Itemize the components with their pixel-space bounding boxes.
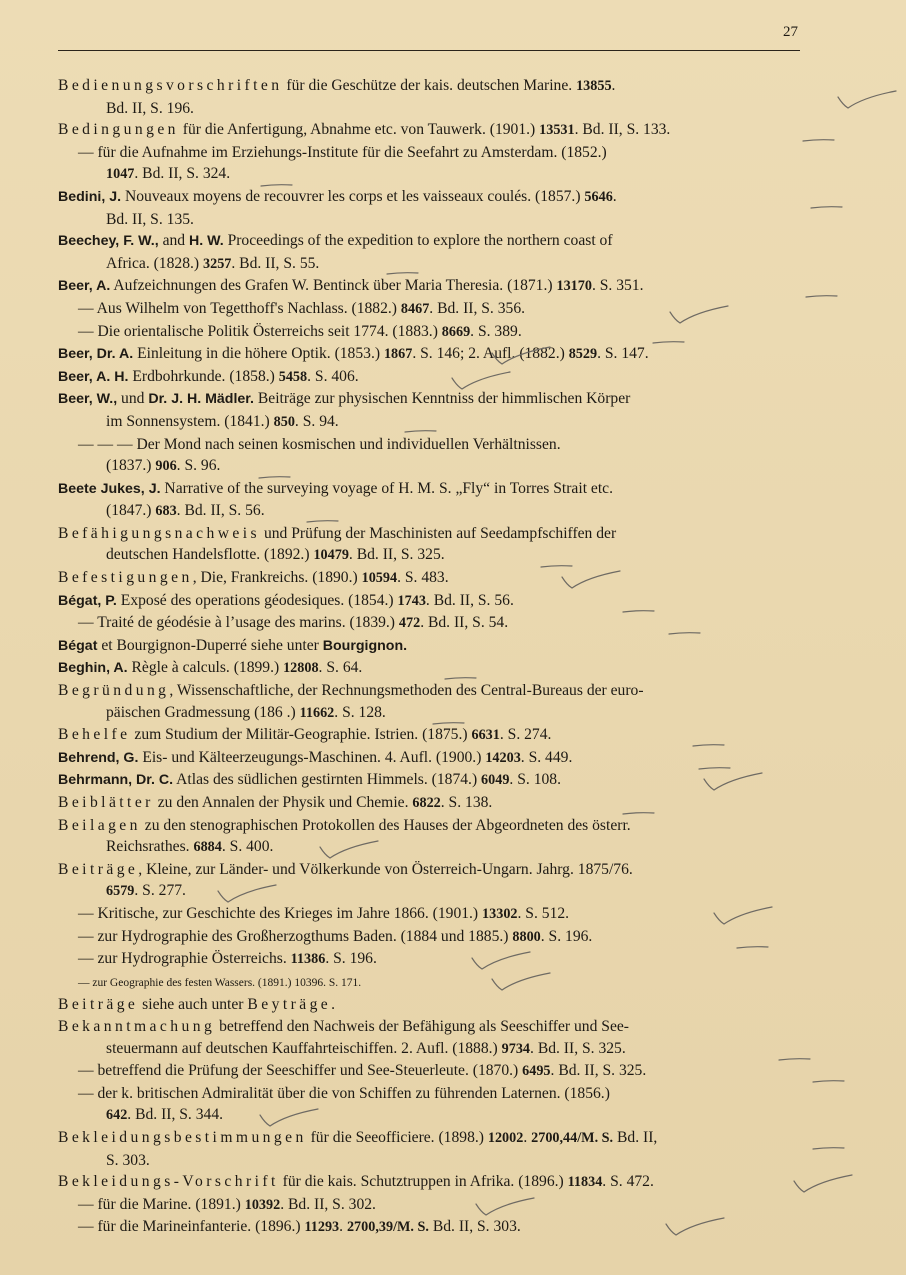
catalog-number: 5646 [584,188,613,205]
index-entry [58,388,803,433]
entry-line [58,769,803,792]
catalog-number: 12002 [487,1129,524,1146]
entry-text: . S. 96. [176,457,221,475]
entry-continuation-line [58,209,803,231]
entry-text: (1847.) [106,502,156,520]
index-entry [58,994,803,1016]
index-entry [58,75,803,119]
entry-continuation-line [58,880,803,903]
keyword-spaced: Bedingungen [58,121,179,139]
index-subentry [58,1060,803,1083]
entry-text: Bd. II, S. 135. [106,210,194,228]
index-entry [58,769,803,792]
entry-text: steuermann auf deutschen Kauffahrteischiffen. 2. Aufl. (1888.) [106,1039,502,1057]
entry-text: zu den stenographischen Protokollen des Hauses der Abgeordneten des österr. [140,816,631,834]
author-name: Beer, Dr. A. [58,346,134,363]
index-entry [58,747,803,770]
catalog-number: 9734 [501,1040,531,1057]
entry-text: . S. 449. [520,748,573,766]
index-entry [58,590,803,613]
entry-line [58,971,803,995]
entry-text: . S. 351. [591,277,644,295]
entry-text: . Bd. II, S. 56. [176,502,265,520]
entry-text: . S. 128. [334,703,386,721]
entry-text: Reichsrathes. [106,838,194,856]
entry-continuation-line [58,544,803,567]
keyword-spaced: Bekleidungsbestimmungen [58,1128,307,1146]
entry-text: im Sonnensystem. (1841.) [106,412,274,430]
entry-text: Bd. II, [613,1128,658,1146]
catalog-number: 8800 [512,928,541,945]
catalog-number: 14203 [485,749,521,766]
entry-text: , Die, Frankreichs. (1890.) [192,569,362,587]
entry-continuation-line [58,1038,803,1061]
entry-line [58,119,803,142]
author-name: Bégat [58,637,98,654]
entry-line [58,612,803,635]
entry-text: . [331,996,336,1014]
entry-line [58,434,803,456]
index-entry [58,724,803,747]
entry-text: und [117,390,149,408]
catalog-number: 472 [398,615,421,632]
entry-text: siehe auch unter [138,996,248,1014]
entry-text: für die kais. Schutztruppen in Afrika. (1896.) [278,1173,568,1191]
entry-text: . S. 146; 2. Aufl. (1882.) [412,345,569,363]
pencil-dash-mark-icon [800,129,870,153]
author-name: Bedini, J. [58,188,122,205]
catalog-number: 6049 [481,772,510,789]
entry-text: . [611,77,616,94]
pencil-dash-mark-icon [803,285,873,309]
entry-text: Einleitung in die höhere Optik. (1853.) [133,345,384,363]
index-entry [58,1016,803,1060]
pencil-dash-mark-icon [810,1137,880,1161]
author-name: Bourgignon. [322,637,408,654]
entry-line [58,1083,803,1105]
entry-text: . S. 406. [307,367,359,385]
entry-text: — zur Hydrographie Österreichs. [78,950,291,968]
author-name: Beechey, F. W., [58,233,159,250]
pencil-dash-mark-icon [810,1070,880,1094]
index-entry [58,1171,803,1194]
entry-continuation-line [58,1104,803,1127]
entry-line [58,948,803,971]
index-entry [58,635,803,658]
entry-text: , Kleine, zur Länder- und Völkerkunde von Österreich-Ungarn. Jahrg. 1875/76. [138,860,633,878]
entry-text: Bd. II, S. 196. [106,99,194,117]
entry-continuation-line [58,455,803,478]
keyword-spaced: Bekanntmachung [58,1017,216,1035]
entry-text: S. 303. [106,1151,150,1169]
entry-line [58,523,803,545]
entry-text: — zur Geographie des festen Wassers. (1891.) 10396. S. 171. [78,976,362,989]
entry-line [58,859,803,881]
keyword-spaced: Bekleidungs-Vorschrift [58,1173,279,1191]
index-subentry [58,434,803,478]
entry-text: Bd. II, S. 303. [428,1218,521,1236]
entry-line [58,567,803,590]
index-entry [58,119,803,142]
catalog-number: 11386 [290,951,326,968]
entry-text: . Bd. II, S. 54. [420,614,509,632]
catalog-number: 3257 [203,255,232,272]
author-name: H. W. [188,233,224,250]
entry-text: für die Anfertigung, Abnahme etc. von Tauwerk. (1901.) [178,121,540,139]
index-entry [58,366,803,389]
index-entry [58,680,803,724]
index-entry [58,523,803,567]
keyword-spaced: Beyträge [247,996,332,1014]
entry-text: et Bourgignon-Duperré siehe unter [97,636,323,654]
catalog-number: 6579 [106,883,135,900]
catalog-number: 683 [155,503,177,520]
entry-text: . S. 147. [597,345,649,363]
index-subentry [58,321,803,344]
entry-continuation-line [58,411,803,434]
entry-continuation-line [58,1150,803,1172]
index-subentry [58,926,803,949]
catalog-number: 6631 [471,727,500,744]
entry-line [58,792,803,815]
index-subentry [58,142,803,186]
catalog-number: 11662 [299,704,335,721]
entry-text: Erdbohrkunde. (1858.) [128,367,279,385]
header-rule [58,50,800,51]
entry-line [58,142,803,164]
entry-line [58,230,803,253]
catalog-number: 8669 [441,323,471,340]
catalog-number: 13302 [482,905,518,922]
entry-text: — — — Der Mond nach seinen kosmischen und individuellen Verhältnissen. [78,435,561,453]
author-name: Dr. J. H. Mädler. [148,391,254,408]
entry-text: — für die Marine. (1891.) [78,1195,245,1213]
index-entry [58,567,803,590]
index-subentry [58,1216,803,1239]
entry-line [58,903,803,926]
index-subentry [58,903,803,926]
entry-continuation-line [58,500,803,523]
entry-text: für die Geschütze der kais. deutschen Marine. [282,77,577,94]
author-name: Beete Jukes, J. [58,480,161,497]
entry-text: . Bd. II, S. 56. [425,591,514,609]
author-name: Beghin, A. [58,660,128,677]
entry-text: . S. 196. [540,927,593,945]
index-entry [58,859,803,903]
catalog-number: 1743 [397,592,426,609]
entry-continuation-line [58,163,803,186]
entry-text: für die Seeofficiere. (1898.) [306,1128,488,1146]
pencil-dash-mark-icon [808,196,878,220]
entry-text: . [523,1128,532,1146]
keyword-spaced: Begründung [58,682,170,700]
index-entry [58,815,803,859]
keyword-spaced: Beiblätter [58,794,154,811]
entry-continuation-line [58,253,803,276]
index-entry [58,657,803,680]
pencil-checkmark-icon [834,89,904,113]
catalog-number: 642 [106,1107,128,1124]
keyword-spaced: Beilagen [58,816,141,834]
index-subentry [58,612,803,635]
index-entry [58,275,803,298]
catalog-number: 6884 [193,839,222,856]
entry-line [58,724,803,747]
entry-text: . S. 277. [134,882,186,900]
entry-line [58,815,803,837]
entry-text: deutschen Handelsflotte. (1892.) [106,546,314,564]
catalog-number: 5458 [278,368,308,385]
entry-line [58,388,803,411]
entry-text: . S. 400. [221,838,274,856]
entry-line [58,994,803,1016]
entry-text: . S. 196. [325,950,377,968]
catalog-number: 12808 [283,660,319,677]
entry-text: Beiträge zur physischen Kenntniss der himmlischen Körper [254,390,631,408]
entry-text: Proceedings of the expedition to explore the northern coast of [223,232,613,250]
catalog-number: 1047 [106,166,135,183]
keyword-spaced: Bedienungsvorschriften [58,77,283,94]
author-name: Behrmann, Dr. C. [58,772,174,789]
catalog-number: 6495 [522,1063,551,1080]
entry-text: päischen Gradmessung (186 .) [106,703,300,721]
catalog-number: 10479 [313,547,349,564]
index-subentry [58,948,803,971]
author-name: Beer, W., [58,391,118,408]
catalog-number: 906 [155,458,177,475]
index-entry [58,230,803,275]
entry-text: zu den Annalen der Physik und Chemie. [153,794,413,811]
entry-text: und Prüfung der Maschinisten auf Seedampfschiffen der [260,524,617,542]
entry-line [58,680,803,702]
entry-text: . Bd. II, S. 55. [231,254,320,272]
keyword-spaced: Befähigungsnachweis [58,524,261,542]
entry-line [58,366,803,389]
catalog-number: 13170 [556,278,592,295]
entry-text: Narrative of the surveying voyage of H. M. S. „Fly“ in Torres Strait etc. [160,479,613,497]
entry-text: . [612,187,617,205]
index-subentry [58,1083,803,1127]
entry-text: . Bd. II, S. 356. [429,299,526,317]
author-name: Beer, A. [58,278,111,295]
author-name: Behrend, G. [58,749,139,766]
index-entry [58,343,803,366]
entry-text: betreffend den Nachweis der Befähigung als Seeschiffer und See- [215,1017,629,1035]
index-subentry [58,1194,803,1217]
entry-text: . Bd. II, S. 344. [127,1106,224,1124]
catalog-number: 850 [273,413,295,430]
entry-line [58,1171,803,1194]
entry-text: . Bd. II, S. 325. [530,1039,626,1057]
entry-text: . S. 108. [509,771,561,789]
entry-text: . S. 138. [440,794,493,811]
entry-line [58,275,803,298]
catalog-number: 11293 [304,1219,340,1236]
entry-text: Eis- und Kälteerzeugungs-Maschinen. 4. Aufl. (1900.) [138,748,486,766]
index-entry [58,792,803,815]
entry-line [58,75,803,98]
entry-text: . Bd. II, S. 325. [348,546,445,564]
entry-text: . S. 274. [499,726,552,744]
catalog-number: 11834 [567,1174,603,1191]
entry-text: . Bd. II, S. 133. [574,121,671,139]
entry-line [58,1216,803,1239]
author-name: Bégat, P. [58,592,117,609]
entry-text: Aufzeichnungen des Grafen W. Bentinck über Maria Theresia. (1871.) [110,277,557,295]
entry-line [58,478,803,501]
catalog-number: 13531 [539,122,575,139]
entry-line [58,321,803,344]
entry-line [58,1016,803,1038]
entry-line [58,298,803,321]
entry-text: . Bd. II, S. 302. [280,1195,376,1213]
entry-text: — der k. britischen Admiralität über die von Schiffen zu führenden Laternen. (1856.) [78,1084,610,1102]
catalog-number: 2700,44/M. S. [531,1129,614,1146]
catalog-number: 10594 [361,570,398,587]
index-entries [58,75,803,1239]
keyword-spaced: Beiträge [58,860,139,878]
keyword-spaced: Behelfe [58,726,131,744]
author-name: Beer, A. H. [58,368,129,385]
entry-line [58,657,803,680]
entry-text: Règle à calculs. (1899.) [127,659,284,677]
entry-text: — Die orientalische Politik Österreichs seit 1774. (1883.) [78,322,442,340]
entry-line [58,590,803,613]
keyword-spaced: Beiträge [58,996,139,1014]
entry-text: . S. 512. [517,904,570,922]
entry-text: . [339,1218,347,1236]
page-number: 27 [783,24,798,40]
catalog-number: 8529 [568,346,598,363]
catalog-number: 10392 [244,1196,281,1213]
entry-text: . Bd. II, S. 324. [134,165,231,183]
entry-text: — Kritische, zur Geschichte des Krieges im Jahre 1866. (1901.) [78,904,483,922]
entry-text: Atlas des südlichen gestirnten Himmels. (1874.) [173,771,482,789]
entry-text: and [158,232,189,250]
entry-text: (1837.) [106,457,156,475]
entry-text: Africa. (1828.) [106,254,203,272]
entry-text: — Traité de géodésie à l’usage des marins. (1839.) [78,614,399,632]
entry-text: . S. 483. [397,569,449,587]
catalog-number: 6822 [412,795,441,811]
entry-continuation-line [58,98,803,120]
catalog-number: 2700,39/M. S. [346,1219,429,1236]
entry-continuation-line [58,836,803,859]
entry-text: . S. 389. [470,322,522,340]
entry-text: — betreffend die Prüfung der Seeschiffer und See-Steuerleute. (1870.) [78,1062,523,1080]
entry-line [58,1127,803,1150]
index-entry [58,1127,803,1171]
entry-line [58,635,803,658]
catalog-number: 1867 [383,346,413,363]
entry-line [58,186,803,209]
entry-text: . Bd. II, S. 325. [550,1062,647,1080]
entry-text: — für die Aufnahme im Erziehungs-Institute für die Seefahrt zu Amsterdam. (1852.) [78,143,607,161]
keyword-spaced: Befestigungen [58,569,193,587]
index-subentry [58,971,803,995]
entry-text: . S. 94. [294,412,339,430]
entry-text: — Aus Wilhelm von Tegetthoff's Nachlass. (1882.) [78,299,401,317]
index-subentry [58,298,803,321]
entry-text: . S. 472. [602,1173,654,1191]
entry-line [58,1060,803,1083]
entry-text: — für die Marineinfanterie. (1896.) [78,1218,305,1236]
entry-line [58,343,803,366]
entry-text: , Wissenschaftliche, der Rechnungsmethoden des Central-Bureaus der euro- [169,682,644,700]
catalog-number: 8467 [400,300,430,317]
entry-text: — zur Hydrographie des Großherzogthums Baden. (1884 und 1885.) [78,927,513,945]
index-entry [58,478,803,523]
entry-continuation-line [58,702,803,725]
entry-text: Exposé des operations géodesiques. (1854.) [116,591,398,609]
entry-text: zum Studium der Militär-Geographie. Istrien. (1875.) [130,726,472,744]
entry-text: . S. 64. [318,659,363,677]
entry-line [58,747,803,770]
entry-line [58,1194,803,1217]
entry-line [58,926,803,949]
entry-text: Nouveaux moyens de recouvrer les corps et les vaisseaux coulés. (1857.) [121,187,585,205]
catalog-number: 13855 [576,78,612,94]
index-entry [58,186,803,230]
